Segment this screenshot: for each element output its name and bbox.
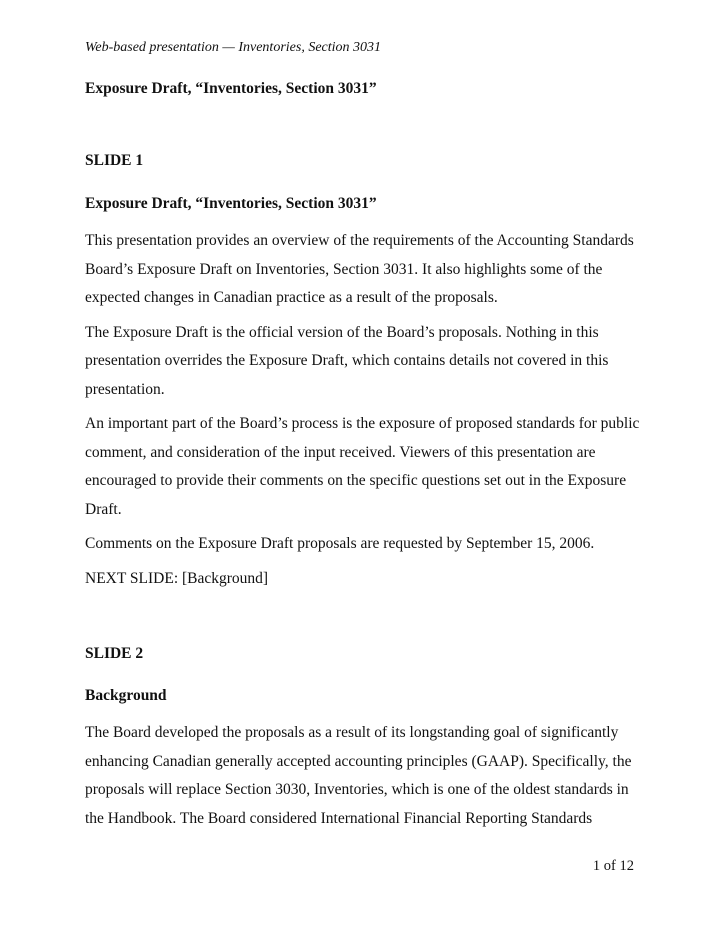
slide-1-paragraph-3: [85, 410, 645, 524]
slide-1-paragraph-4: [85, 530, 645, 559]
slide-1-paragraph-1: [85, 227, 645, 313]
slide-1-label: SLIDE 1: [85, 152, 144, 169]
text-line: NEXT SLIDE: [Background]: [85, 569, 269, 587]
slide-1-paragraph-2: [85, 319, 645, 405]
page-number: 1 of 12: [592, 858, 634, 874]
document-title: Exposure Draft, “Inventories, Section 3031”: [85, 80, 377, 97]
text-line: An important part of the Board’s process is the exposure of proposed standards for public: [85, 415, 640, 432]
slide-2-paragraph-1: [85, 719, 645, 833]
text-line: enhancing Canadian generally accepted accounting principles (GAAP). Specifically, the: [85, 752, 632, 770]
running-header: Web-based presentation — Inventories, Section 3031: [85, 40, 382, 55]
document-body: [85, 78, 645, 833]
text-line: expected changes in Canadian practice as a result of the proposals.: [85, 289, 498, 306]
text-line: Board’s Exposure Draft on Inventories, Section 3031. It also highlights some of the: [85, 260, 603, 278]
text-line: presentation.: [85, 380, 165, 398]
text-line: the Handbook. The Board considered International Financial Reporting Standards: [85, 809, 593, 827]
slide-2-label: SLIDE 2: [85, 645, 144, 662]
text-line: proposals will replace Section 3030, Inventories, which is one of the oldest standards in: [85, 781, 629, 798]
text-line: encouraged to provide their comments on the specific questions set out in the Exposure: [85, 472, 627, 489]
text-line: Comments on the Exposure Draft proposals are requested by September 15, 2006.: [85, 535, 595, 552]
text-line: The Exposure Draft is the official version of the Board’s proposals. Nothing in this: [85, 323, 599, 341]
text-line: Draft.: [85, 500, 122, 518]
text-line: comment, and consideration of the input received. Viewers of this presentation are: [85, 443, 596, 461]
next-slide-note: [85, 565, 645, 594]
slide-2-title: Background: [85, 687, 167, 704]
text-line: presentation overrides the Exposure Draft, which contains details not covered in this: [85, 352, 609, 369]
text-line: This presentation provides an overview of the requirements of the Accounting Standards: [85, 232, 634, 249]
slide-1-title: Exposure Draft, “Inventories, Section 3031”: [85, 195, 377, 212]
text-line: The Board developed the proposals as a result of its longstanding goal of significantly: [85, 724, 619, 741]
